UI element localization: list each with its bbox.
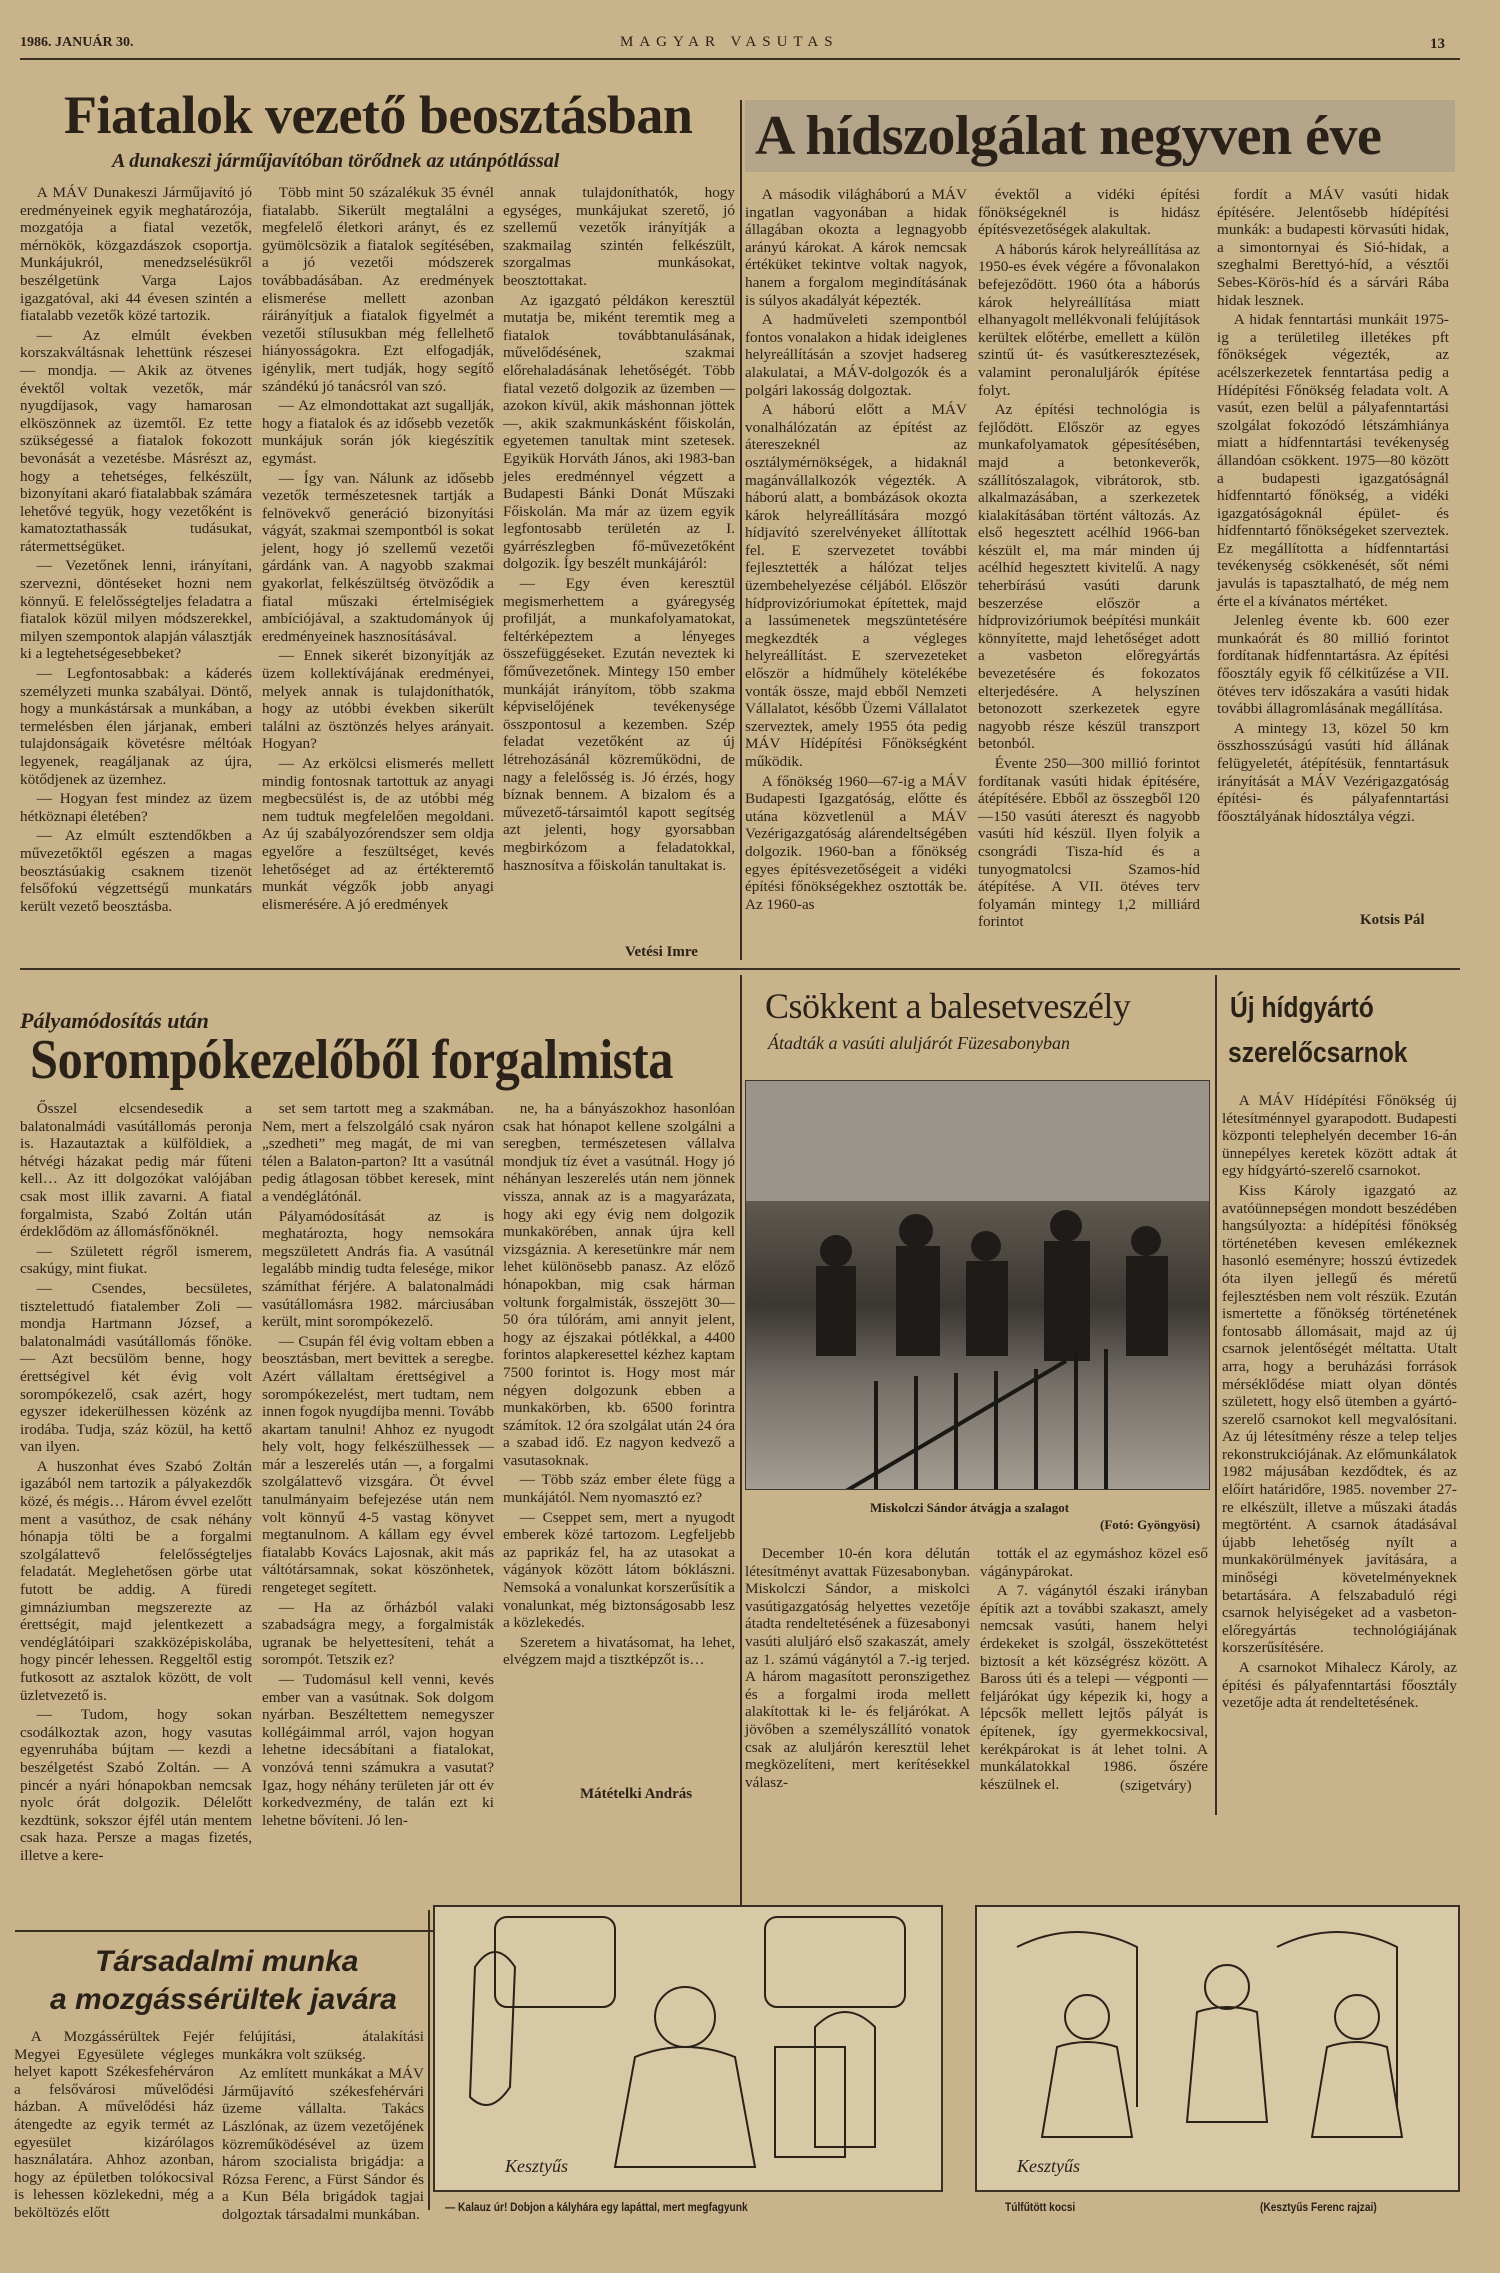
cartoon-drawing xyxy=(435,1907,941,2190)
article-column xyxy=(262,184,494,915)
paragraph: A mintegy 13, közel 50 km összhosszúságú vasúti híd állának felügyeletét, átépítésük, fenntartásuk irányítását a MÁV Vezérigazgatóság építési- és pályafenntartási főosztályának hídosztálya végzi. xyxy=(1217,719,1449,825)
paragraph: annak tulajdoníthatók, hogy egységes, munkájukat szerető, jó szellemű vezetők irányítják a szakmailag szintén felkészült, szorgalmas munkásokat, beosztottakat. xyxy=(503,184,735,289)
paragraph: — Egy éven keresztül megismerhettem a gyáregység profilját, a munkafolyamatokat, feltérképeztem a lényeges összefüggéseket. Ezután neveztek ki főművezetőnek. Mintegy 150 ember munkáját irányítom, több szakma képviselőjének tevékenysége összpontosul a kezemben. Szép feladat vezetőként az új létrehozásánál közreműködni, de nagy a felelősség is. Jó érzés, hogy bíznak bennem. A bizalom és a művezető-társaimtól kapott segítség azt jelenti, hogy gyorsabban megbirkózom a feladatokkal, hasznosítva a főiskolán tanultakat is. xyxy=(503,575,735,874)
paragraph: — Tudom, hogy sokan csodálkoztak azon, hogy vasutas egyenruhába bújtam — kezdi a beszélgetést Szabó Zoltán. — A pincér a nyári hónapokban nemcsak nyolc órát dolgozik. Délelőtt kezdtünk, sokszor éjfél után mentem csak haza. Persze a magas fizetés, illetve a kere- xyxy=(20,1706,252,1864)
paragraph: — Született régről ismerem, csakúgy, mint fiukat. xyxy=(20,1242,252,1278)
paragraph: A második világháború a MÁV ingatlan vagyonában a hidak állagában okozta a legnagyobb arányú károkat. A károk nemcsak értéküket tekintve voltak nagyok, hanem a forgalom megindításának is súlyos akadályát képezték. xyxy=(745,186,967,309)
paragraph: A háborús károk helyreállítása az 1950-es évek végére a fővonalakon befejeződött. 1960 óta a háborús károk helyreállítása miatt elhanyagolt mellékvonali felújítások kerültek előtérbe, emellett a külön szintű út- és vasútkeresztezések, valamint peronaluljárók építése folyt. xyxy=(978,240,1200,399)
photo-illustration xyxy=(746,1081,1210,1490)
cartoon-caption: Túlfűtött kocsi xyxy=(1005,2200,1076,2214)
paragraph: — Csupán fél évig voltam ebben a beosztásban, mert bevittek a seregbe. Azért vállaltam érettségivel a sorompókezelést, mert tudtam, nem innen fogok nyugdíjba menni. Tovább akartam tanulni! Ahhoz ez nyugodt hely volt, hogy felkészülhessek — már a leszerelés után —, a forgalmi szolgálattevő vizsgára. Öt évvel tanulmányaim befejezése után nem volt könnyű 4-5 vastag könyvet megtanulnom. A kállam egy évvel fiatalabb Kovács Lajosnak, akit más váltótársamnak, sokat köszönhetek, rengeteget segített. xyxy=(262,1332,494,1597)
article-title: Csökkent a balesetveszély xyxy=(765,986,1131,1026)
column-divider xyxy=(1215,975,1217,1815)
header-rule xyxy=(20,58,1460,60)
paragraph: — Csendes, becsületes, tisztelettudó fiatalember Zoli — mondja Hartmann József, a balatonalmádi vasútállomás főnöke. — Azt becsülöm benne, hogy érettségivel két évig volt sorompókezelő, csak azért, hogy egyszer idekerülhessen közénk az irodába. Tudja, száz közül, ha kettő van ilyen. xyxy=(20,1279,252,1456)
ribbon-cutting-photo xyxy=(745,1080,1210,1490)
paragraph: A 7. vágánytól északi irányban építik azt a további szakaszt, amely nemcsak vasúti, hanem helyi érdekeket is szolgál, összeköttetést biztosít a két községrész között. A Baross úti és a telepi — végponti — feljárókat úgy képezik ki, hogy a lépcsők mellett lejtős pályát is építenek, így gyermekkocsival, kerékpárokat is át lehet tolni. A munkálatokkal 1986. őszére készülnek el. xyxy=(980,1582,1208,1793)
paragraph: A főnökség 1960—67-ig a MÁV Budapesti Igazgatóság, előtte és utána közvetlenül a MÁV Vezérigazgatóság alárendeltségében dolgozik. 1960-ban a főnökség egyes építésvezetőségeit a vidéki építési főnökségekhez osztották be. Az 1960-as xyxy=(745,772,967,913)
photo-credit: (Fotó: Gyöngyösi) xyxy=(1100,1517,1201,1532)
paragraph: Az említett munkákat a MÁV Járműjavító székesfehérvári üzeme vállalta. Takács Lászlónak, az üzem vezetőjének közreműködésével az üzem három szocialista brigádja: a Rózsa Ferenc, a Fürst Sándor és a Kun Béla brigádok tagjai dolgoztak társadalmi munkában. xyxy=(222,2065,424,2223)
paragraph: December 10-én kora délután létesítményt avattak Füzesabonyban. Miskolczi Sándor, a miskolci vasútigazgatóság helyettes vezetője átadta rendeltetésének a füzesabonyi vasúti aluljáró első szakaszát, amely az 1. számú vágánytól a 7.-ig terjed. A három magasított peronszigethez és a forgalmi iroda mellett alakítottak ki le- és feljárókat. A jövőben a személyszállító vonatok csak az aluljárón keresztül lehet megközelíteni, mert kerítésekkel válasz- xyxy=(745,1545,970,1791)
article-title: Fiatalok vezető beosztásban xyxy=(64,85,693,145)
paragraph: — Hogyan fest mindez az üzem hétköznapi életében? xyxy=(20,790,252,825)
article-column xyxy=(978,186,1200,933)
cartoon-overheated-car xyxy=(975,1905,1460,2192)
article-kicker: Pályamódosítás után xyxy=(20,1008,209,1033)
paragraph: — Legfontosabbak: a káderés személyzeti munka szabályai. Döntő, hogy a munkástársak a munkában, a termelésben élen járjanak, emberi tulajdonságaik követésre méltóak legyenek, reagáljanak az újra, kötődjenek az üzemhez. xyxy=(20,665,252,788)
cartoon-credit: (Kesztyűs Ferenc rajzai) xyxy=(1260,2200,1377,2214)
paragraph: ne, ha a bányászokhoz hasonlóan csak hat hónapot kellene szolgálni a seregben, természetesen vállalva mondjuk tíz évet a vasútnál. Hogy jó néhányan leszerelés után nem jönnek vissza, annak az is a magyarázata, hogy aki egy évig nem dolgozik munkakörében, annak újra kell vizsgáznia. A keresetünkre már nem lehet különösebb panasz. Az előző hónapokban, mig csak hárman voltunk forgalmisták, összejött 30—50 óra túlórám, ami annyit jelent, hogy az éjszakai pótlékkal, a 4400 forintos alapkeresettel kézhez kaptam 7500 forintot is. Hogy most már négyen dolgozunk ebben a munkakörben, kb. 6500 forintra számítok. 12 óra szolgálat után 24 óra a szabad idő. Ez nagyon kedvező a vasutasoknak. xyxy=(503,1100,735,1469)
section-rule xyxy=(20,968,1460,970)
article-title: A hídszolgálat negyven éve xyxy=(755,105,1382,167)
paragraph: A hadműveleti szempontból fontos vonalakon a hidak ideiglenes helyreállításán a szovjet hadsereg alakulatai, a MÁV-dolgozók és a polgári lakosság dolgoztak. xyxy=(745,311,967,399)
cartoon-conductor xyxy=(433,1905,943,2192)
article-subtitle: A dunakeszi járműjavítóban törődnek az utánpótlással xyxy=(112,150,560,172)
column-divider xyxy=(740,100,742,960)
article-column xyxy=(1217,186,1449,827)
paragraph: Az építési technológia is fejlődött. Először az egyes munkafolyamatok gépesítésében, majd a betonkeverők, szállítószalagok, vibrátorok, stb. alkalmazásában, a szerkezetek kialakításában történt változás. Az első hegesztett acélhíd 1966-ban készült el, ma már minden új acélhíd hegesztett kivitelű. A nagy teherbírású vasúti darunk beszerzése először a hídprovizóriumok beépítési munkáit könnyítette, majd lehetőséget adott a vasbeton előregyártás bevezetésére és fokozatos elterjedésére. A helyszínen betonozott szerkezetek egyre nagyobb része készül transzport betonból. xyxy=(978,401,1200,753)
issue-date: 1986. JANUÁR 30. xyxy=(20,35,134,50)
article-subtitle: Átadták a vasúti aluljárót Füzesabonyban xyxy=(768,1033,1070,1053)
column-divider xyxy=(428,1910,430,2210)
paragraph: Ősszel elcsendesedik a balatonalmádi vasútállomás peronja is. Hazautaztak a külföldiek, a hétvégi házakat pedig már fűteni kell… Az itt dolgozókat valójában csak most illik zavarni. A fiatal forgalmista, Szabó Zoltán után érdeklődöm az állomásfőnöknél. xyxy=(20,1100,252,1241)
paragraph: Szeretem a hivatásomat, ha lehet, elvégzem majd a tisztképzőt is… xyxy=(503,1633,735,1669)
paragraph: — Az erkölcsi elismerés mellett mindig fontosnak tartottuk az anyagi megbecsülést is, de az utóbbi még nem tudtuk megfelelően megoldani. Az új szabályozórendszer sem oldja egyelőre a feszültséget, kevés lehetőséget ad az értékteremtő munkát végzők jobb anyagi elismerésére. A jó eredmények xyxy=(262,755,494,913)
cartoon-drawing xyxy=(977,1907,1458,2190)
paragraph: — Tudomásul kell venni, kevés ember van a vasútnak. Sok dolgom nyárban. Beszéltettem nemegyszer kollégáimmal arról, vajon hogyan lehetne idecsábítani a fiatalokat, vonzóvá tenni számukra a vasutat? Igaz, hogy néhány területen jár ott év korkedvezmény, de talán ezt ki lehetne bővíteni. Jó len- xyxy=(262,1671,494,1829)
article-title-line1: Társadalmi munka xyxy=(95,1945,359,1978)
paragraph: — Vezetőnek lenni, irányítani, szervezni, döntéseket hozni nem könnyű. E felelősségteljes feladatra a fiatalok közül milyen módszerekkel, milyen szempontok alapján választják ki a legtehetségesebbeket? xyxy=(20,557,252,663)
article-column xyxy=(14,2028,214,2224)
article-column xyxy=(745,1545,970,1793)
article-column xyxy=(20,1100,252,1867)
byline: (szigetváry) xyxy=(1120,1778,1192,1794)
paragraph: Az igazgató példákon keresztül mutatja be, miként teremtik meg a fiatalok továbbtanulásának, művelődésének, szakmai előrehaladásának lehetőségét. Több fiatal vezető dolgozik az üzemben — azokon kívül, akik máshonnan jöttek —, akik szakmunkásként főiskolán, egyetemen tanultak mint szetesek. Egyikük Horváth János, aki 1983-ban jeles eredménnyel végzett a Budapesti Bánki Donát Műszaki Főiskolán. Ma már az üzem egyik legfontosabb területén az I. gyárrészlegben fő-művezetőként dolgozik. Így beszélt munkájáról: xyxy=(503,291,735,573)
paragraph: — Cseppet sem, mert a nyugodt emberek közé tartozom. Legfeljebb az paprikáz fel, ha az utasokat a vágányok között látom bóklászni. Nemsoká a vonalunkat korszerűsítik a vonalunkat, még biztonságosabb lesz a közlekedés. xyxy=(503,1508,735,1632)
paragraph: tották el az egymáshoz közel eső vágánypárokat. xyxy=(980,1545,1208,1580)
photo-caption: Miskolczi Sándor átvágja a szalagot xyxy=(870,1500,1070,1515)
article-column xyxy=(262,1100,494,1831)
paragraph: Pályamódosítását az is meghatározta, hogy nemsokára megszületett András fia. A vasútnál legalább mindig tudta felesége, mikor számíthat férjére. A balatonalmádi vasútállomásra 1982. márciusában került, mint sorompókezelő. xyxy=(262,1207,494,1331)
article-column xyxy=(503,184,735,876)
byline: Kotsis Pál xyxy=(1360,912,1425,928)
paragraph: fordít a MÁV vasúti hidak építésére. Jelentősebb hídépítési munkák: a budapesti körvasúti hidak, a simontornyai és Sió-hidak, a szeghalmi Berettyó-híd, a vésztői Sebes-Körös-híd és a sárvári Rába hidak lesznek. xyxy=(1217,186,1449,309)
article-title: Sorompókezelőből forgalmista xyxy=(30,1029,674,1091)
paragraph: — Az elmúlt években korszakváltásnak lehettünk részesei — mondja. — Akik az ötvenes évektől voltak vezetők, már nyugdíjasok, vagy hamarosan elköszönnek az üzemtől. Ez tette szükségessé a fiatalok fokozott bevonását a vezetésbe. Másrészt az, hogy a tehetséges, felkészült, bizonyítani akaró fiatalabbak számára lehetővé tegyük, hogy vezetőként is kamatoztathassák tudásukat, rátermettségüket. xyxy=(20,326,252,555)
artist-signature: Kesztyűs xyxy=(505,2156,568,2176)
paragraph: Kiss Károly igazgató az avatóünnepségen mondott beszédében hangsúlyozta: a hídépítési főnökség történetében kevesen emlékeznek hasonló eseményre; hosszú évtizedek óta ilyen jellegű és méretű fejlesztésben nem volt részük. Ezután ismertette a főnökség történetének fontosabb állomásait, majd az új csarnok jelentőségét méltatta. Utalt arra, hogy a beruházási források mérséklődése miatt olyan döntés született, hogy első ütemben a gyártó-szerelő csarnokot kell megvalósítani. Az új létesítmény része a telep teljes rekonstrukciójának. Az előmunkálatok 1982 májusában kezdődtek, és az előírt határidőre, 1985. november 27-re elkészült, illetve a műszaki átadás megtörtént. A csarnok átadásával újabb lehetőség nyílt a munkakörülmények javítására, a minőségi követelményeknek betartására. A felszabaduló régi csarnok helyiségeket ad a vasbeton-előregyártás technológiájának korszerűsítésére. xyxy=(1222,1181,1457,1657)
paragraph: A Mozgássérültek Fejér Megyei Egyesülete végleges helyet kapott Székesfehérváron a felsővárosi művelődési házban. A művelődési ház átengedte az egyik termét az egyesület kizárólagos használatára. Ahhoz azonban, hogy az épületben tolókocsival is lehessen közlekedni, még a beköltözés előtt xyxy=(14,2028,214,2221)
article-column xyxy=(20,184,252,917)
paragraph: évektől a vidéki építési főnökségeknél is hidász építésvezetőségek alakultak. xyxy=(978,186,1200,239)
byline: Mátételki András xyxy=(580,1786,693,1802)
paragraph: — Az elmúlt esztendőkben a művezetőktől egészen a magas beosztásúakig csaknem tizenöt felsőfokú végzettségű munkatárs került vezető beosztásba. xyxy=(20,827,252,915)
article-column xyxy=(1222,1092,1457,1714)
article-title-line1: Új hídgyártó xyxy=(1230,992,1374,1024)
paragraph: — Több száz ember élete függ a munkájától. Nem nyomasztó ez? xyxy=(503,1471,735,1507)
paragraph: A huszonhat éves Szabó Zoltán igazából nem tartozik a pályakezdők közé, és mégis… Három évvel ezelőtt ment a vasúthoz, de csak néhány hónapja tölti be a forgalmi szolgálattevő felelősségteljes feladatát. Meglehetősen görbe utat futott be addig. A füredi gimnáziumban megszerezte az érettségit, majd jelentkezett a vendéglátóipari szakközépiskolába, hogy pincér lehessen. Reggeltől estig futkosott az asztalok között, de volt üzletvezető is. xyxy=(20,1457,252,1704)
paragraph: set sem tartott meg a szakmában. Nem, mert a felszolgáló csak nyáron „szedheti” meg magát, de mi van télen a Balaton-parton? Itt a vasútnál pedig átlagosan többet keresek, mint a vendéglátónál. xyxy=(262,1100,494,1205)
paragraph: — Ennek sikerét bizonyítják az üzem kollektívájának eredményei, melyek annak is tulajdoníthatók, hogy az utóbbi években sikerült találni az ösztönzés helyes arányait. Hogyan? xyxy=(262,647,494,753)
artist-signature: Kesztyűs xyxy=(1017,2156,1080,2176)
article-title-line2: a mozgássérültek javára xyxy=(50,1983,397,2016)
paragraph: Jelenleg évente kb. 600 ezer munkaórát és 80 millió forintot fordítanak hídfenntartásra. Az építési főosztály egyik fő célkitűzése a VII. ötéves terv időszakára a vasúti hidak további állagromlásának megállítása. xyxy=(1217,612,1449,718)
paragraph: — Így van. Nálunk az idősebb vezetők természetesnek tartják a felnövekvő generáció bizonyítási vágyát, szakmai szempontból is sokat jelent, hogy jó szellemű vezetői gárdánk van. A nagyobb szakmai gyakorlat, felkészültség ötvöződik a fiatal műszaki értelmiségiek ambíciójával, a szaktudományok új eredményeinek hasznosításával. xyxy=(262,469,494,645)
article-column xyxy=(745,186,967,915)
byline: Vetési Imre xyxy=(625,944,698,960)
paragraph: A MÁV Dunakeszi Járműjavító jó eredményeinek egyik meghatározója, mozgatója a fiatal vezetők, mérnökök, közgazdászok csoportja. Munkájukról, menedzselésükről beszélgetünk Varga Lajos igazgatóval, aki 44 évesen szintén a fiatalabb vezetők közé tartozik. xyxy=(20,184,252,325)
paragraph: A csarnokot Mihalecz Károly, az építési és pályafenntartási főosztály vezetője adta át rendeltetésének. xyxy=(1222,1659,1457,1712)
column-divider xyxy=(740,975,742,1925)
newspaper-name: MAGYAR VASUTAS xyxy=(620,34,839,50)
paragraph: — Ha az őrházból valaki szabadságra megy, a forgalmisták ugranak be helyettesíteni, tehát a sorompót. Tetszik ez? xyxy=(262,1598,494,1669)
page-number: 13 xyxy=(1430,36,1445,52)
cartoon-caption: — Kalauz úr! Dobjon a kályhára egy lapáttal, mert megfagyunk xyxy=(445,2200,748,2214)
article-column xyxy=(503,1100,735,1671)
paragraph: Évente 250—300 millió forintot fordítanak vasúti hidak építésére, átépítésére. Ebből az összegből 120—150 vasúti átereszt és nagyobb vasúti híd készül. Ilyen folyik a csongrádi Tisza-híd és a tunyogmatolcsi Szamos-híd átépítése. A VII. ötéves terv folyamán mintegy 1,2 milliárd forintot xyxy=(978,755,1200,931)
paragraph: felújítási, átalakítási munkákra volt szükség. xyxy=(222,2028,424,2063)
paragraph: — Az elmondottakat azt sugallják, hogy a fiatalok és az idősebb vezetők munkájuk során jók kiegészítik egymást. xyxy=(262,397,494,467)
paragraph: Több mint 50 százalékuk 35 évnél fiatalabb. Sikerült megtalálni a megfelelő életkori arányt, és ez gyümölcsözik a fiatalok segítésében, a jó vezetői módszerek továbbadásában. Az eredmények elismerése mellett azonban ráirányítjuk a fiatalok figyelmét a vezetői stílusukban még fellelhető hiányosságokra. Ezt elfogadják, igénylik, mert tudják, hogy segítő szándékú jó tanácsról van szó. xyxy=(262,184,494,395)
article-column xyxy=(980,1545,1208,1795)
paragraph: A MÁV Hídépítési Főnökség új létesítménnyel gyarapodott. Budapesti központi telephelyén december 16-án ünnepélyes keretek között adtak át egy hídgyártó-szerelő csarnokot. xyxy=(1222,1092,1457,1180)
article-title-line2: szerelőcsarnok xyxy=(1228,1037,1408,1069)
article-column xyxy=(222,2028,424,2226)
paragraph: A háború előtt a MÁV vonalhálózatán az építést az átereszeknél az osztálymérnökségek, a hidaknál magánvállalkozók végezték. A háború alatt, a bombázások okozta károk helyreállítására mozgó hídjavító szerelvényeket állítottak fel. E szervezetet további fejlesztették a hálózat teljes üzembehelyezése céljából. Először hídprovizóriumokat építettek, majd a lassúmenetek megszüntetésére megkezdték a végleges helyreállítást. E szervezeteket először a hídműhely kötelékébe vonták össze, majd ebből Nemzeti Vállalatot, később Üzemi Vállalatot szerveztek, amely 1955 óta pedig MÁV Hídépítési Főnökségként működik. xyxy=(745,401,967,770)
paragraph: A hidak fenntartási munkáit 1975-ig a területileg illetékes pft főnökségek végezték, az acélszerkezetek fenntartása pedig a Hídépítési Főnökség feladata volt. A vasút, ezen belül a pályafenntartási szolgálat fokozódó létszámhiánya miatt a hídfenntartási tevékenység állandóan csökkent. 1975—80 között a budapesti igazgatóságnál hídfenntartó főnökség, a vidéki igazgatóságoknál épület- és hídfenntartó főnökségeket szerveztek. Ez megállította a hídfenntartási tevékenység csökkenését, sőt némi javulás is tapasztalható, de még nem érte el a kívánatos mértéket. xyxy=(1217,311,1449,610)
